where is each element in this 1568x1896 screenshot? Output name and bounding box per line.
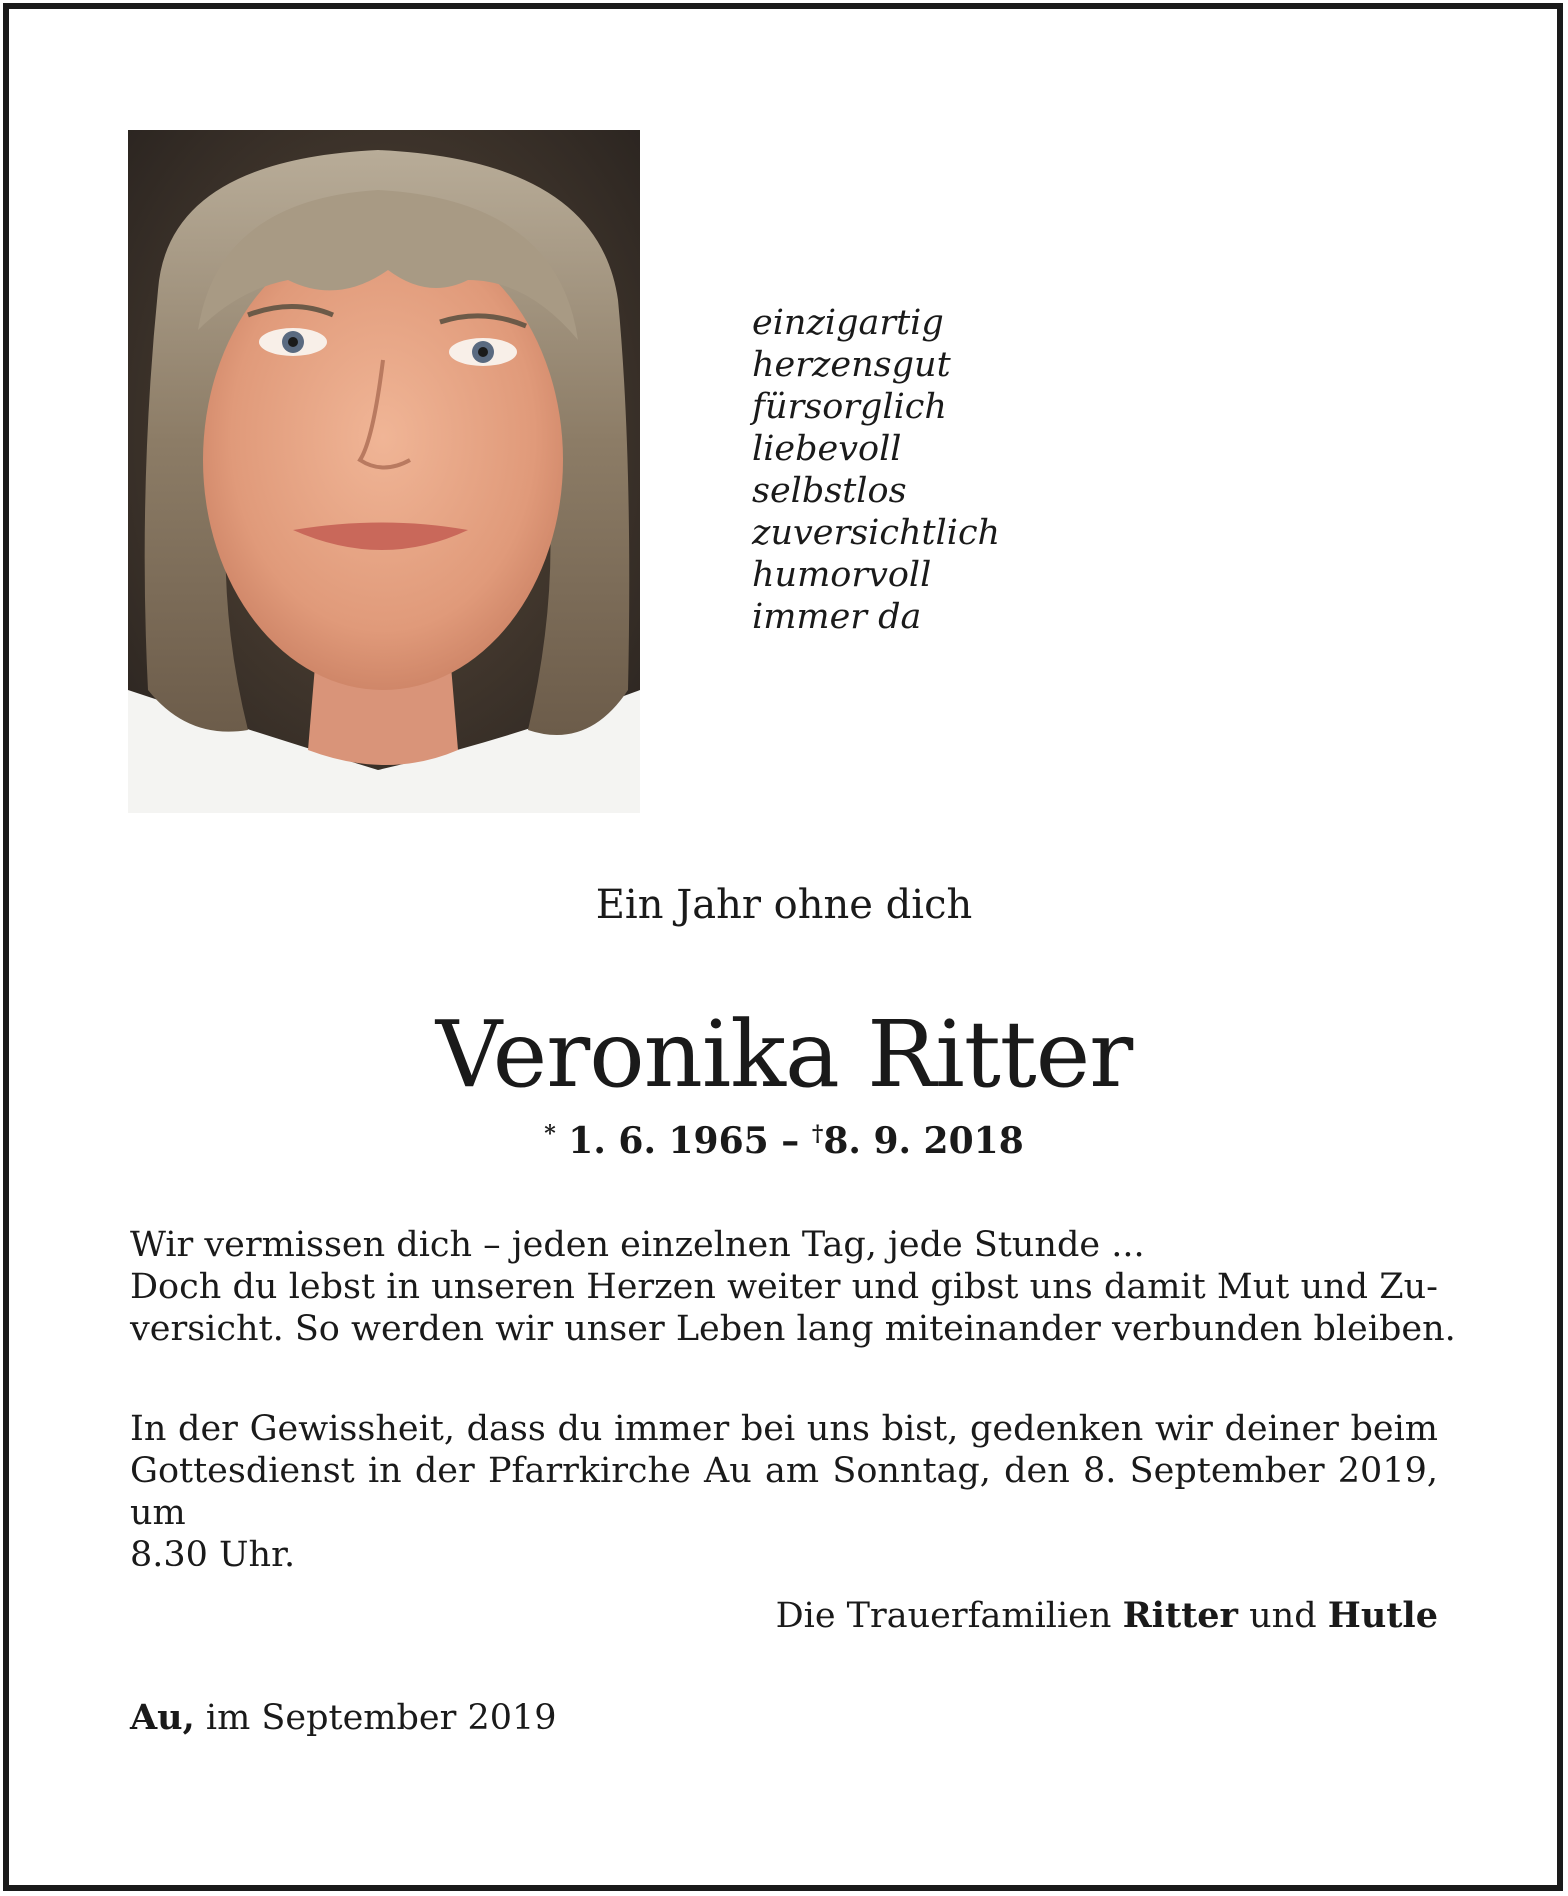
place-date-text: im September 2019 (194, 1698, 557, 1738)
deceased-name: Veronika Ritter (435, 1001, 1133, 1108)
date-separator: – (781, 1120, 800, 1162)
trait-item: selbstlos (752, 471, 907, 511)
family-signature (776, 1594, 1438, 1638)
family-name-hutle: Hutle (1327, 1595, 1438, 1636)
paragraph-line: versicht. So werden wir unser Leben lang miteinander verbunden bleiben. (130, 1309, 1456, 1349)
place-town: Au, (130, 1697, 195, 1738)
paragraph-line: In der Gewissheit, dass du immer bei uns bist, gedenken wir deiner beim (130, 1409, 1438, 1449)
portrait-photo (128, 130, 640, 813)
traits-list (752, 302, 1000, 638)
trait-item: zuversichtlich (752, 513, 1001, 553)
death-symbol: † (811, 1121, 824, 1147)
trait-item: humorvoll (752, 555, 932, 595)
paragraph-line: Gottesdienst in der Pfarrkirche Au am Sonntag, den 8. September 2019, um (130, 1451, 1438, 1533)
trait-item: fürsorglich (752, 387, 947, 427)
family-name-ritter: Ritter (1122, 1595, 1238, 1636)
birth-date: 1. 6. 1965 (568, 1120, 769, 1162)
trait-item: herzensgut (752, 345, 951, 385)
signature-prefix: Die Trauerfamilien (775, 1596, 1123, 1636)
portrait-illustration (128, 130, 640, 813)
trait-item: immer da (752, 597, 922, 637)
message-paragraph (130, 1224, 1456, 1350)
trait-item: liebevoll (752, 429, 902, 469)
death-date: 8. 9. 2018 (823, 1120, 1024, 1162)
service-paragraph (130, 1408, 1438, 1576)
trait-item: einzigartig (752, 303, 944, 343)
life-dates (0, 1118, 1568, 1164)
paragraph-line: 8.30 Uhr. (130, 1535, 296, 1575)
paragraph-line: Doch du lebst in unseren Herzen weiter und gibst uns damit Mut und Zu- (130, 1267, 1438, 1307)
birth-symbol: * (544, 1121, 556, 1147)
paragraph-line: Wir vermissen dich – jeden einzelnen Tag, jede Stunde ... (130, 1225, 1145, 1265)
place-date (130, 1696, 557, 1740)
signature-conjunction: und (1238, 1596, 1328, 1636)
subtitle: Ein Jahr ohne dich (595, 882, 973, 928)
